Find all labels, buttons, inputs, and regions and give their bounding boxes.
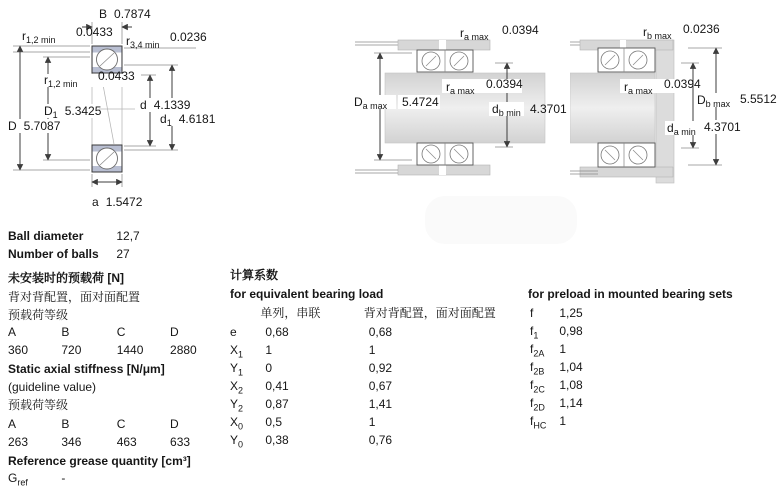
dim-value-da-min: 4.3701 [704, 120, 741, 134]
dim-label-rb-max-top: $r_{b max}$ [643, 25, 672, 41]
bearing-pair-top [598, 48, 655, 72]
dim-value-Db-max: 5.5512 [740, 92, 777, 106]
grease-value: - [61, 471, 66, 485]
grease-row-label: $G_{ref}$ [8, 471, 28, 488]
dim-value-rb-max-top: 0.0236 [683, 22, 720, 36]
dim-label-D1: $D_1$ 5.3425 [44, 104, 102, 120]
number-of-balls-label: Number of balls [8, 247, 99, 261]
dim-label-D: D 5.7087 [8, 119, 61, 133]
ball-diameter-label: Ball diameter [8, 229, 84, 243]
bearing-section-bottom [92, 145, 122, 172]
preload-factor-row: $f_{2C}$ 1,08 [530, 378, 583, 395]
dim-label-r12-min-mid: $r_{1,2 min}$ [44, 73, 78, 89]
dim-label-r34-min: $r_{3,4 min}$ [126, 34, 160, 50]
preload-factor-row: $f_{2D}$ 1,14 [530, 396, 583, 413]
calc-factors-title: 计算系数 [230, 268, 279, 282]
calc-factor-row: $X_2$ 0,41 0,67 [230, 379, 393, 396]
number-of-balls-value: 27 [116, 247, 130, 261]
preload-values-row: 360 720 1440 2880 [8, 343, 197, 357]
dim-value-ra-max-mid: 0.0394 [664, 77, 701, 91]
ball-diameter-value: 12,7 [116, 229, 140, 243]
stiffness-class-label: 预载荷等级 [8, 398, 69, 412]
dim-label-d: d 4.1339 [140, 98, 191, 112]
outer-spacer-ring [656, 40, 674, 183]
diagram-single-bearing [0, 0, 230, 225]
preload-class-label: 预载荷等级 [8, 308, 69, 322]
bearing-pair-bottom [598, 143, 655, 167]
preload-factor-row: $f_{2B}$ 1,04 [530, 360, 583, 377]
calc-factor-row: $Y_2$ 0,87 1,41 [230, 397, 393, 414]
dim-label-Da-max: $D_{a max}$ [354, 95, 388, 111]
dim-label-Db-max: $D_{b max}$ [697, 93, 731, 109]
preload-class-headers: A B C D [8, 325, 179, 339]
stiffness-headers: A B C D [8, 417, 179, 431]
dim-label-r12-min: $r_{1,2 min}$ [22, 29, 56, 45]
dim-label-a: a 1.5472 [92, 195, 143, 209]
dim-value-r12-min-mid: 0.0433 [98, 69, 135, 83]
number-of-balls-row [8, 247, 130, 265]
dim-label-da-min: $d_{a min}$ [667, 121, 696, 137]
calc-factor-row: e 0,68 0,68 [230, 325, 393, 339]
bearing-pair-bottom [417, 143, 473, 165]
preload-factor-row: $f_{HC}$ 1 [530, 414, 567, 431]
preload-factor-row: $f_1$ 0,98 [530, 324, 583, 341]
preload-unmounted-subtitle: 背对背配置，面对面配置 [8, 290, 141, 304]
dim-value-ra-max-top: 0.0394 [502, 23, 539, 37]
preload-factor-row: $f_{2A}$ 1 [530, 342, 567, 359]
calc-factor-row: $X_0$ 0,5 1 [230, 415, 376, 432]
grease-row [8, 471, 65, 489]
bearing-pair-top [417, 50, 473, 72]
col2-header: 背对背配置，面对面配置 [363, 306, 496, 320]
dim-value-r34-min: 0.0236 [170, 30, 207, 44]
dim-label-ra-max-mid: $r_{a max}$ [446, 80, 475, 96]
dim-value-r12-min: 0.0433 [76, 25, 113, 39]
stiffness-subtitle: (guideline value) [8, 380, 97, 394]
dim-value-Da-max: 5.4724 [402, 95, 439, 109]
equiv-load-title: for equivalent bearing load [230, 287, 384, 301]
calc-factor-row: $Y_1$ 0 0,92 [230, 361, 393, 378]
calc-factors-headers [230, 306, 496, 324]
calc-factor-row: $Y_0$ 0,38 0,76 [230, 433, 393, 450]
dim-label-db-min: $d_{b min}$ [492, 102, 521, 118]
diagram-mounted-set-a [350, 15, 575, 200]
grease-title: Reference grease quantity [cm³] [8, 454, 191, 468]
stiffness-title: Static axial stiffness [N/μm] [8, 362, 165, 376]
stiffness-values-row: 263 346 463 633 [8, 435, 191, 449]
diagram-mounted-set-b [570, 15, 781, 200]
watermark-blob [425, 196, 577, 244]
preload-factors-title: for preload in mounted bearing sets [528, 287, 733, 301]
dim-label-B: B 0.7874 [99, 7, 151, 21]
calc-factor-row: $X_1$ 1 1 [230, 343, 376, 360]
col1-header: 单列，串联 [260, 306, 321, 320]
dim-value-ra-max-mid: 0.0394 [486, 77, 523, 91]
dim-label-ra-max-top: $r_{a max}$ [460, 26, 489, 42]
ball-diameter-row [8, 229, 140, 247]
dim-label-d1: $d_1$ 4.6181 [160, 112, 216, 128]
dim-label-ra-max-mid: $r_{a max}$ [624, 80, 653, 96]
preload-unmounted-title: 未安装时的预载荷 [N] [8, 271, 124, 285]
preload-factor-row: f 1,25 [530, 306, 583, 320]
dim-value-db-min: 4.3701 [530, 102, 567, 116]
